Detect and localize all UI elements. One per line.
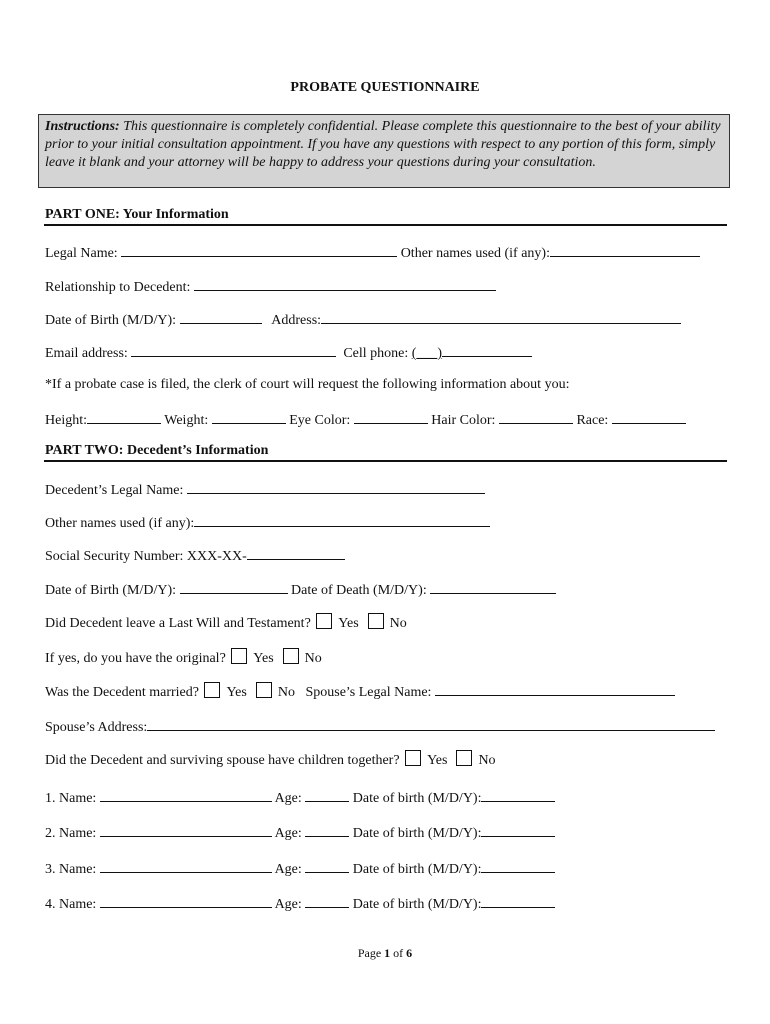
child-age-label: Age: [274, 862, 302, 877]
decedent-other-names-field[interactable] [194, 513, 490, 527]
decedent-dod-label: Date of Death (M/D/Y): [291, 583, 427, 598]
will-no-checkbox[interactable] [368, 613, 384, 629]
child-name-field[interactable] [100, 894, 272, 908]
decedent-dod-field[interactable] [430, 580, 556, 594]
will-yes-label: Yes [338, 616, 359, 631]
part-one-heading: PART ONE: Your Information [45, 207, 229, 222]
child-age-field[interactable] [305, 859, 349, 873]
cell-label: Cell phone: [343, 346, 409, 361]
married-yes-checkbox[interactable] [204, 682, 220, 698]
child-dob-field[interactable] [481, 859, 555, 873]
decedent-dob-label: Date of Birth (M/D/Y): [45, 583, 177, 598]
instructions-text: This questionnaire is completely confidential. Please complete this questionnaire to the best of your ability prior to your initial consultation appointment. If you have any questions with respect to any portion of this form, simply leave it blank and your attorney will be happy to address your questions during your consultation. [45, 119, 721, 170]
legal-name-label: Legal Name: [45, 246, 118, 261]
ssn-label: Social Security Number: XXX-XX- [45, 549, 247, 564]
spouse-address-field[interactable] [147, 717, 715, 731]
decedent-name-label: Decedent’s Legal Name: [45, 483, 184, 498]
child-row [45, 894, 555, 913]
footer-of-word: of [393, 946, 404, 960]
hair-field[interactable] [499, 410, 573, 424]
children-no-checkbox[interactable] [456, 750, 472, 766]
dob-field[interactable] [180, 310, 262, 324]
relationship-label: Relationship to Decedent: [45, 280, 191, 295]
child-age-label: Age: [274, 826, 302, 841]
original-no-checkbox[interactable] [283, 648, 299, 664]
child-name-label: 4. Name: [45, 897, 97, 912]
email-label: Email address: [45, 346, 128, 361]
spouse-name-label: Spouse’s Legal Name: [305, 685, 432, 700]
child-name-field[interactable] [100, 788, 272, 802]
part-one-divider [44, 224, 727, 226]
address-label: Address: [271, 313, 322, 328]
weight-field[interactable] [212, 410, 286, 424]
child-dob-label: Date of birth (M/D/Y): [352, 862, 482, 877]
original-yes-label: Yes [253, 651, 274, 666]
child-name-field[interactable] [100, 823, 272, 837]
spouse-name-field[interactable] [435, 682, 675, 696]
race-label: Race: [576, 413, 609, 428]
instructions-label: Instructions: [45, 119, 120, 134]
page-title: PROBATE QUESTIONNAIRE [290, 80, 480, 95]
footer-page-word: Page [357, 946, 382, 960]
children-yes-label: Yes [427, 753, 448, 768]
decedent-dates-row [45, 580, 556, 599]
married-no-checkbox[interactable] [256, 682, 272, 698]
part-two-divider [44, 460, 727, 462]
child-dob-field[interactable] [481, 788, 555, 802]
dob-label: Date of Birth (M/D/Y): [45, 313, 177, 328]
decedent-name-field[interactable] [187, 480, 485, 494]
child-dob-label: Date of birth (M/D/Y): [352, 791, 482, 806]
will-yes-checkbox[interactable] [316, 613, 332, 629]
child-row [45, 859, 555, 878]
decedent-other-names-label: Other names used (if any): [45, 516, 195, 531]
child-age-field[interactable] [305, 894, 349, 908]
footer-total-pages: 6 [406, 946, 413, 960]
child-dob-label: Date of birth (M/D/Y): [352, 897, 482, 912]
physical-row [45, 410, 686, 429]
cell-area-code[interactable]: (___) [411, 346, 443, 361]
married-question: Was the Decedent married? [45, 685, 199, 700]
child-name-label: 3. Name: [45, 862, 97, 877]
hair-label: Hair Color: [431, 413, 496, 428]
children-question: Did the Decedent and surviving spouse have children together? [45, 753, 400, 768]
will-row [45, 613, 407, 632]
children-row [45, 750, 496, 769]
child-age-field[interactable] [305, 823, 349, 837]
child-row [45, 823, 555, 842]
child-age-field[interactable] [305, 788, 349, 802]
children-no-label: No [478, 753, 496, 768]
cell-field[interactable] [442, 343, 532, 357]
legal-name-field[interactable] [121, 243, 397, 257]
child-name-field[interactable] [100, 859, 272, 873]
eye-label: Eye Color: [289, 413, 351, 428]
relationship-field[interactable] [194, 277, 496, 291]
decedent-name-row [45, 480, 485, 499]
other-names-field[interactable] [550, 243, 700, 257]
eye-field[interactable] [354, 410, 428, 424]
part-two-heading: PART TWO: Decedent’s Information [45, 443, 269, 458]
footer-current-page: 1 [384, 946, 391, 960]
legal-name-row [45, 243, 700, 262]
original-no-label: No [304, 651, 322, 666]
decedent-other-names-row [45, 513, 490, 532]
spouse-address-row [45, 717, 715, 736]
child-name-label: 2. Name: [45, 826, 97, 841]
child-name-label: 1. Name: [45, 791, 97, 806]
child-dob-label: Date of birth (M/D/Y): [352, 826, 482, 841]
child-age-label: Age: [274, 897, 302, 912]
relationship-row [45, 277, 496, 296]
height-label: Height: [45, 413, 87, 428]
child-dob-field[interactable] [481, 894, 555, 908]
dob-address-row [45, 310, 681, 329]
married-no-label: No [277, 685, 295, 700]
spouse-address-label: Spouse’s Address: [45, 720, 148, 735]
probate-note: *If a probate case is filed, the clerk of court will request the following information about you: [45, 377, 570, 392]
instructions-box [38, 114, 730, 188]
children-yes-checkbox[interactable] [405, 750, 421, 766]
married-yes-label: Yes [226, 685, 247, 700]
will-no-label: No [389, 616, 407, 631]
original-yes-checkbox[interactable] [231, 648, 247, 664]
decedent-dob-field[interactable] [180, 580, 288, 594]
child-row [45, 788, 555, 807]
child-dob-field[interactable] [481, 823, 555, 837]
address-field[interactable] [321, 310, 681, 324]
married-row [45, 682, 675, 701]
child-age-label: Age: [274, 791, 302, 806]
other-names-label: Other names used (if any): [400, 246, 550, 261]
page-footer [0, 946, 770, 961]
ssn-row [45, 546, 345, 565]
height-field[interactable] [87, 410, 161, 424]
original-row [45, 648, 322, 667]
original-question: If yes, do you have the original? [45, 651, 226, 666]
email-field[interactable] [131, 343, 336, 357]
race-field[interactable] [612, 410, 686, 424]
ssn-field[interactable] [247, 546, 345, 560]
email-cell-row [45, 343, 532, 362]
will-question: Did Decedent leave a Last Will and Testament? [45, 616, 311, 631]
weight-label: Weight: [164, 413, 209, 428]
